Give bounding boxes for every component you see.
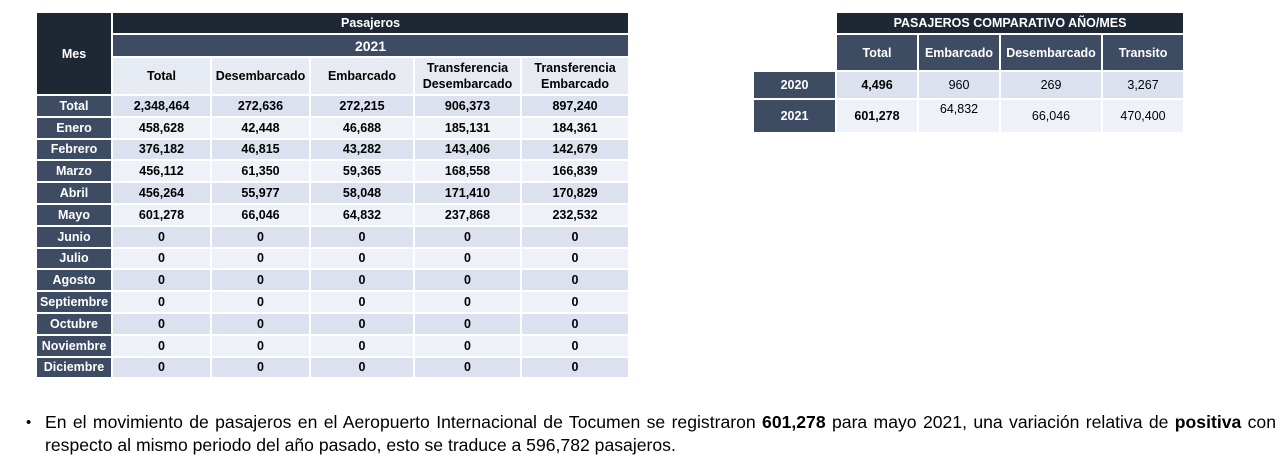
passengers-monthly-table [35,11,630,379]
table-row [36,226,629,248]
column-header-embarcado: Embarcado [310,57,414,95]
table-cell: 897,240 [521,95,629,117]
table-cell: 143,406 [414,139,521,161]
table-cell: 43,282 [310,139,414,161]
table-row [36,182,629,204]
column-header-desembarcado: Desembarcado [211,57,310,95]
row-label: Octubre [36,313,112,335]
row-label: Agosto [36,269,112,291]
comparison-title: PASAJEROS COMPARATIVO AÑO/MES [836,12,1184,34]
month-column-header: Mes [36,12,112,95]
table-cell: 906,373 [414,95,521,117]
table-cell: 0 [521,313,629,335]
table-cell: 0 [112,335,211,357]
table-cell: 0 [310,248,414,270]
table-cell: 0 [310,269,414,291]
table-cell: 0 [310,226,414,248]
row-label: Febrero [36,139,112,161]
table-cell: 0 [414,357,521,379]
column-header-transferencia-embarcado: Transferencia Embarcado [521,57,629,95]
highlight-passenger-count: 601,278 [762,412,826,432]
table-row [36,357,629,379]
table-cell: 142,679 [521,139,629,161]
table-cell: 376,182 [112,139,211,161]
table-cell: 66,046 [211,204,310,226]
table-row [36,204,629,226]
table-cell: 0 [310,291,414,313]
comparison-header-total: Total [836,34,918,71]
comparison-table [752,11,1185,134]
passengers-group-header: Pasajeros [112,12,629,34]
table-cell: 456,112 [112,160,211,182]
table-row [36,160,629,182]
table-row [36,269,629,291]
table-cell: 171,410 [414,182,521,204]
table-cell: 0 [112,269,211,291]
table-cell: 168,558 [414,160,521,182]
comparison-cell: 64,832 [918,99,1000,133]
row-label: Julio [36,248,112,270]
table-cell: 59,365 [310,160,414,182]
highlight-variation: positiva [1174,412,1242,432]
table-cell: 0 [310,357,414,379]
table-cell: 46,815 [211,139,310,161]
row-label: Junio [36,226,112,248]
table-cell: 458,628 [112,117,211,139]
comparison-row-label: 2021 [753,99,836,133]
table-row [36,291,629,313]
comparison-cell: 470,400 [1102,99,1184,133]
table-cell: 0 [521,226,629,248]
row-label: Diciembre [36,357,112,379]
row-label: Mayo [36,204,112,226]
table-cell: 272,636 [211,95,310,117]
summary-text-part: con respecto al mismo periodo del año pasado, esto se traduce a 596,782 pasajeros. [45,412,1277,455]
table-cell: 0 [310,313,414,335]
table-cell: 456,264 [112,182,211,204]
table-cell: 0 [414,313,521,335]
table-cell: 601,278 [112,204,211,226]
table-row [36,313,629,335]
comparison-cell: 269 [1000,71,1102,99]
table-cell: 237,868 [414,204,521,226]
table-cell: 0 [521,291,629,313]
row-label: Marzo [36,160,112,182]
table-cell: 272,215 [310,95,414,117]
table-cell: 232,532 [521,204,629,226]
bullet-icon: • [26,414,32,431]
comparison-row-2021 [753,99,1184,133]
column-header-total: Total [112,57,211,95]
row-label: Total [36,95,112,117]
row-label: Enero [36,117,112,139]
table-row [36,117,629,139]
table-cell: 0 [521,335,629,357]
column-header-transferencia-desembarcado: Transferencia Desembarcado [414,57,521,95]
table-row [36,335,629,357]
table-cell: 0 [414,226,521,248]
table-cell: 184,361 [521,117,629,139]
table-cell: 58,048 [310,182,414,204]
table-cell: 0 [211,291,310,313]
table-cell: 55,977 [211,182,310,204]
table-cell: 0 [211,357,310,379]
table-cell: 0 [414,335,521,357]
table-cell: 185,131 [414,117,521,139]
table-cell: 0 [521,357,629,379]
table-cell: 2,348,464 [112,95,211,117]
comparison-cell: 4,496 [836,71,918,99]
table-row [36,95,629,117]
summary-text-part: En el movimiento de pasajeros en el Aeropuerto Internacional de Tocumen se registraron [45,412,763,432]
table-cell: 0 [211,226,310,248]
table-cell: 0 [211,313,310,335]
table-cell: 0 [112,248,211,270]
year-header: 2021 [112,34,629,57]
summary-text-part: para mayo 2021, una variación relativa de [825,412,1175,432]
table-cell: 42,448 [211,117,310,139]
row-label: Septiembre [36,291,112,313]
comparison-cell: 3,267 [1102,71,1184,99]
comparison-row-2020 [753,71,1184,99]
comparison-cell: 960 [918,71,1000,99]
comparison-cell: 601,278 [836,99,918,133]
table-cell: 0 [211,335,310,357]
row-label: Abril [36,182,112,204]
summary-text [45,411,1276,457]
table-row [36,139,629,161]
table-cell: 0 [521,269,629,291]
table-cell: 0 [414,291,521,313]
table-cell: 0 [211,248,310,270]
table-cell: 166,839 [521,160,629,182]
table-cell: 0 [112,226,211,248]
comparison-header-desembarcado: Desembarcado [1000,34,1102,71]
table-cell: 0 [414,269,521,291]
table-cell: 64,832 [310,204,414,226]
table-cell: 170,829 [521,182,629,204]
table-cell: 46,688 [310,117,414,139]
table-cell: 0 [112,357,211,379]
table-row [36,248,629,270]
row-label: Noviembre [36,335,112,357]
table-cell: 0 [310,335,414,357]
comparison-header-embarcado: Embarcado [918,34,1000,71]
table-cell: 0 [112,313,211,335]
table-cell: 61,350 [211,160,310,182]
table-cell: 0 [211,269,310,291]
table-cell: 0 [414,248,521,270]
comparison-row-label: 2020 [753,71,836,99]
table-cell: 0 [112,291,211,313]
summary-bullet [26,411,1276,457]
comparison-cell: 66,046 [1000,99,1102,133]
table-cell: 0 [521,248,629,270]
comparison-header-transito: Transito [1102,34,1184,71]
